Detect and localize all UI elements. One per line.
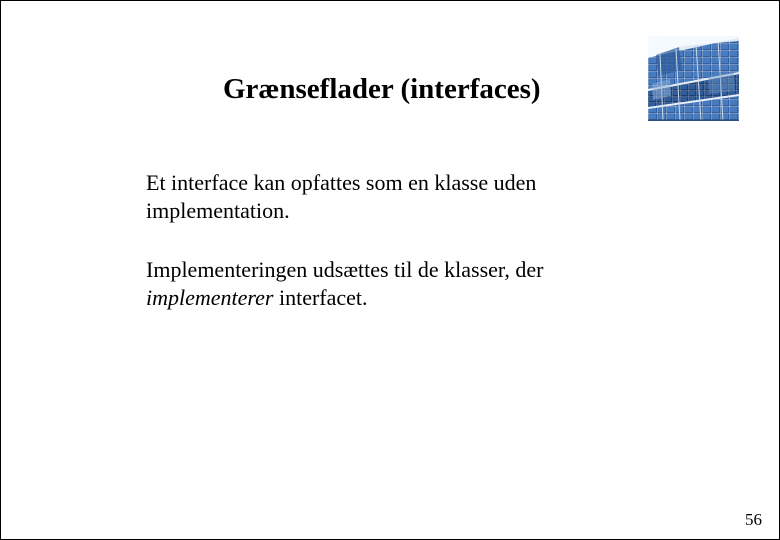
building-photo-graphic: [648, 36, 739, 121]
paragraph-2: [146, 256, 543, 312]
paragraph-1-line-2: implementation.: [146, 198, 290, 223]
paragraph-1: [146, 169, 536, 225]
building-photo: [648, 36, 739, 121]
paragraph-2-line-2-rest: interfacet.: [273, 285, 368, 310]
paragraph-2-line-2: [146, 284, 543, 312]
slide-title: Grænseflader (interfaces): [223, 73, 541, 105]
italic-term: implementerer: [146, 285, 274, 310]
paragraph-1-line-1: Et interface kan opfattes som en klasse uden: [146, 170, 537, 195]
page-number: 56: [745, 510, 762, 529]
paragraph-2-line-1: Implementeringen udsættes til de klasser, der: [146, 257, 544, 282]
